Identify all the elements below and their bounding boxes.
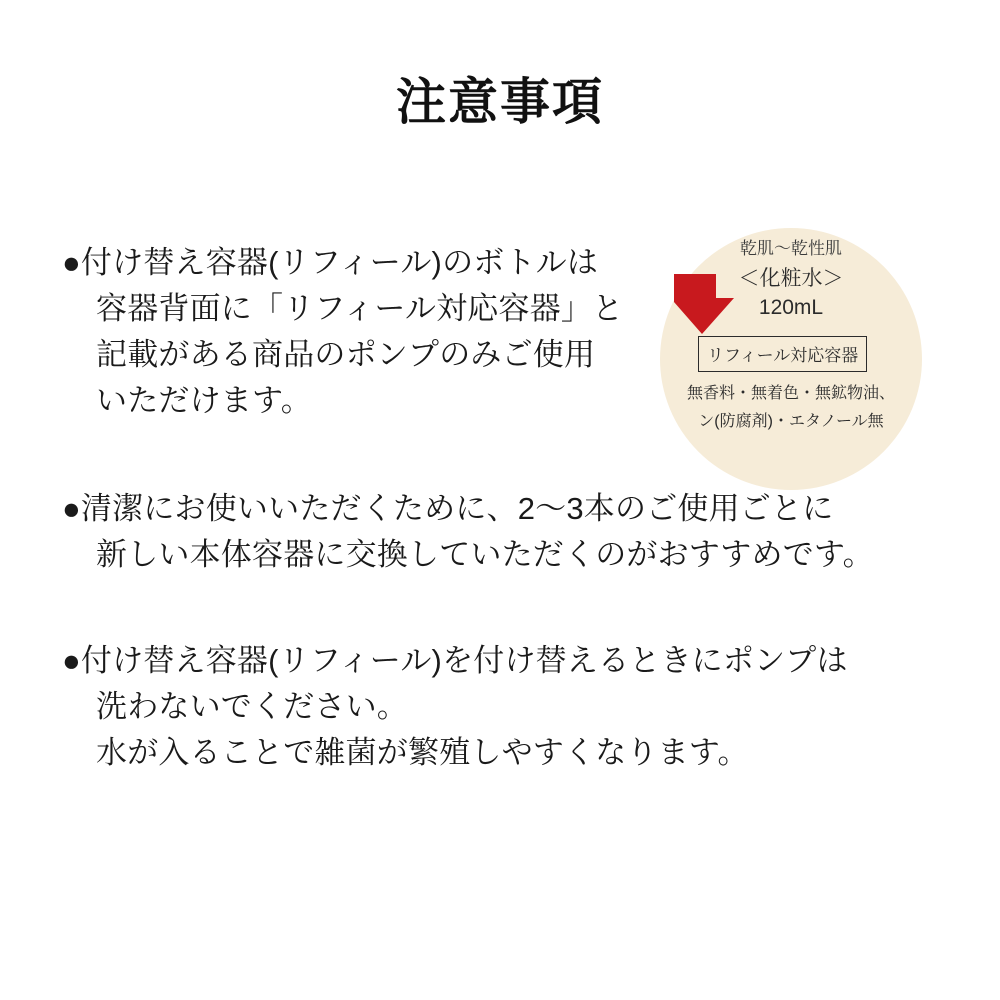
note-line: ●付け替え容器(リフィール)のボトルは [62, 245, 599, 280]
note-line: ●清潔にお使いいただくために、2〜3本のご使用ごとに [62, 491, 834, 526]
note-text [62, 638, 952, 776]
note-line: 新しい本体容器に交換していただくのがおすすめです。 [96, 537, 874, 572]
red-arrow-icon [668, 268, 746, 346]
note-line: 洗わないでください。 [96, 689, 408, 724]
label-volume: 120mL [758, 296, 824, 319]
note-line: ●付け替え容器(リフィール)を付け替えるときにポンプは [62, 643, 848, 678]
note-text [62, 486, 952, 578]
label-ingredients-line: ン(防腐剤)・エタノール無 [698, 413, 884, 430]
note-item [62, 486, 952, 578]
note-item [62, 638, 952, 776]
page-title: 注意事項 [396, 74, 604, 130]
note-line: 容器背面に「リフィール対応容器」と [96, 291, 624, 326]
label-skin-type: 乾肌〜乾性肌 [740, 239, 842, 258]
label-category: ＜化粧水＞ [738, 267, 844, 290]
note-line: 記載がある商品のポンプのみご使用 [96, 337, 596, 372]
note-line: 水が入ることで雑菌が繁殖しやすくなります。 [96, 735, 749, 770]
refill-compatible-badge: リフィール対応容器 [698, 336, 867, 372]
note-line: いただけます。 [96, 383, 312, 418]
label-ingredients-line: 無香料・無着色・無鉱物油、 [686, 385, 895, 402]
